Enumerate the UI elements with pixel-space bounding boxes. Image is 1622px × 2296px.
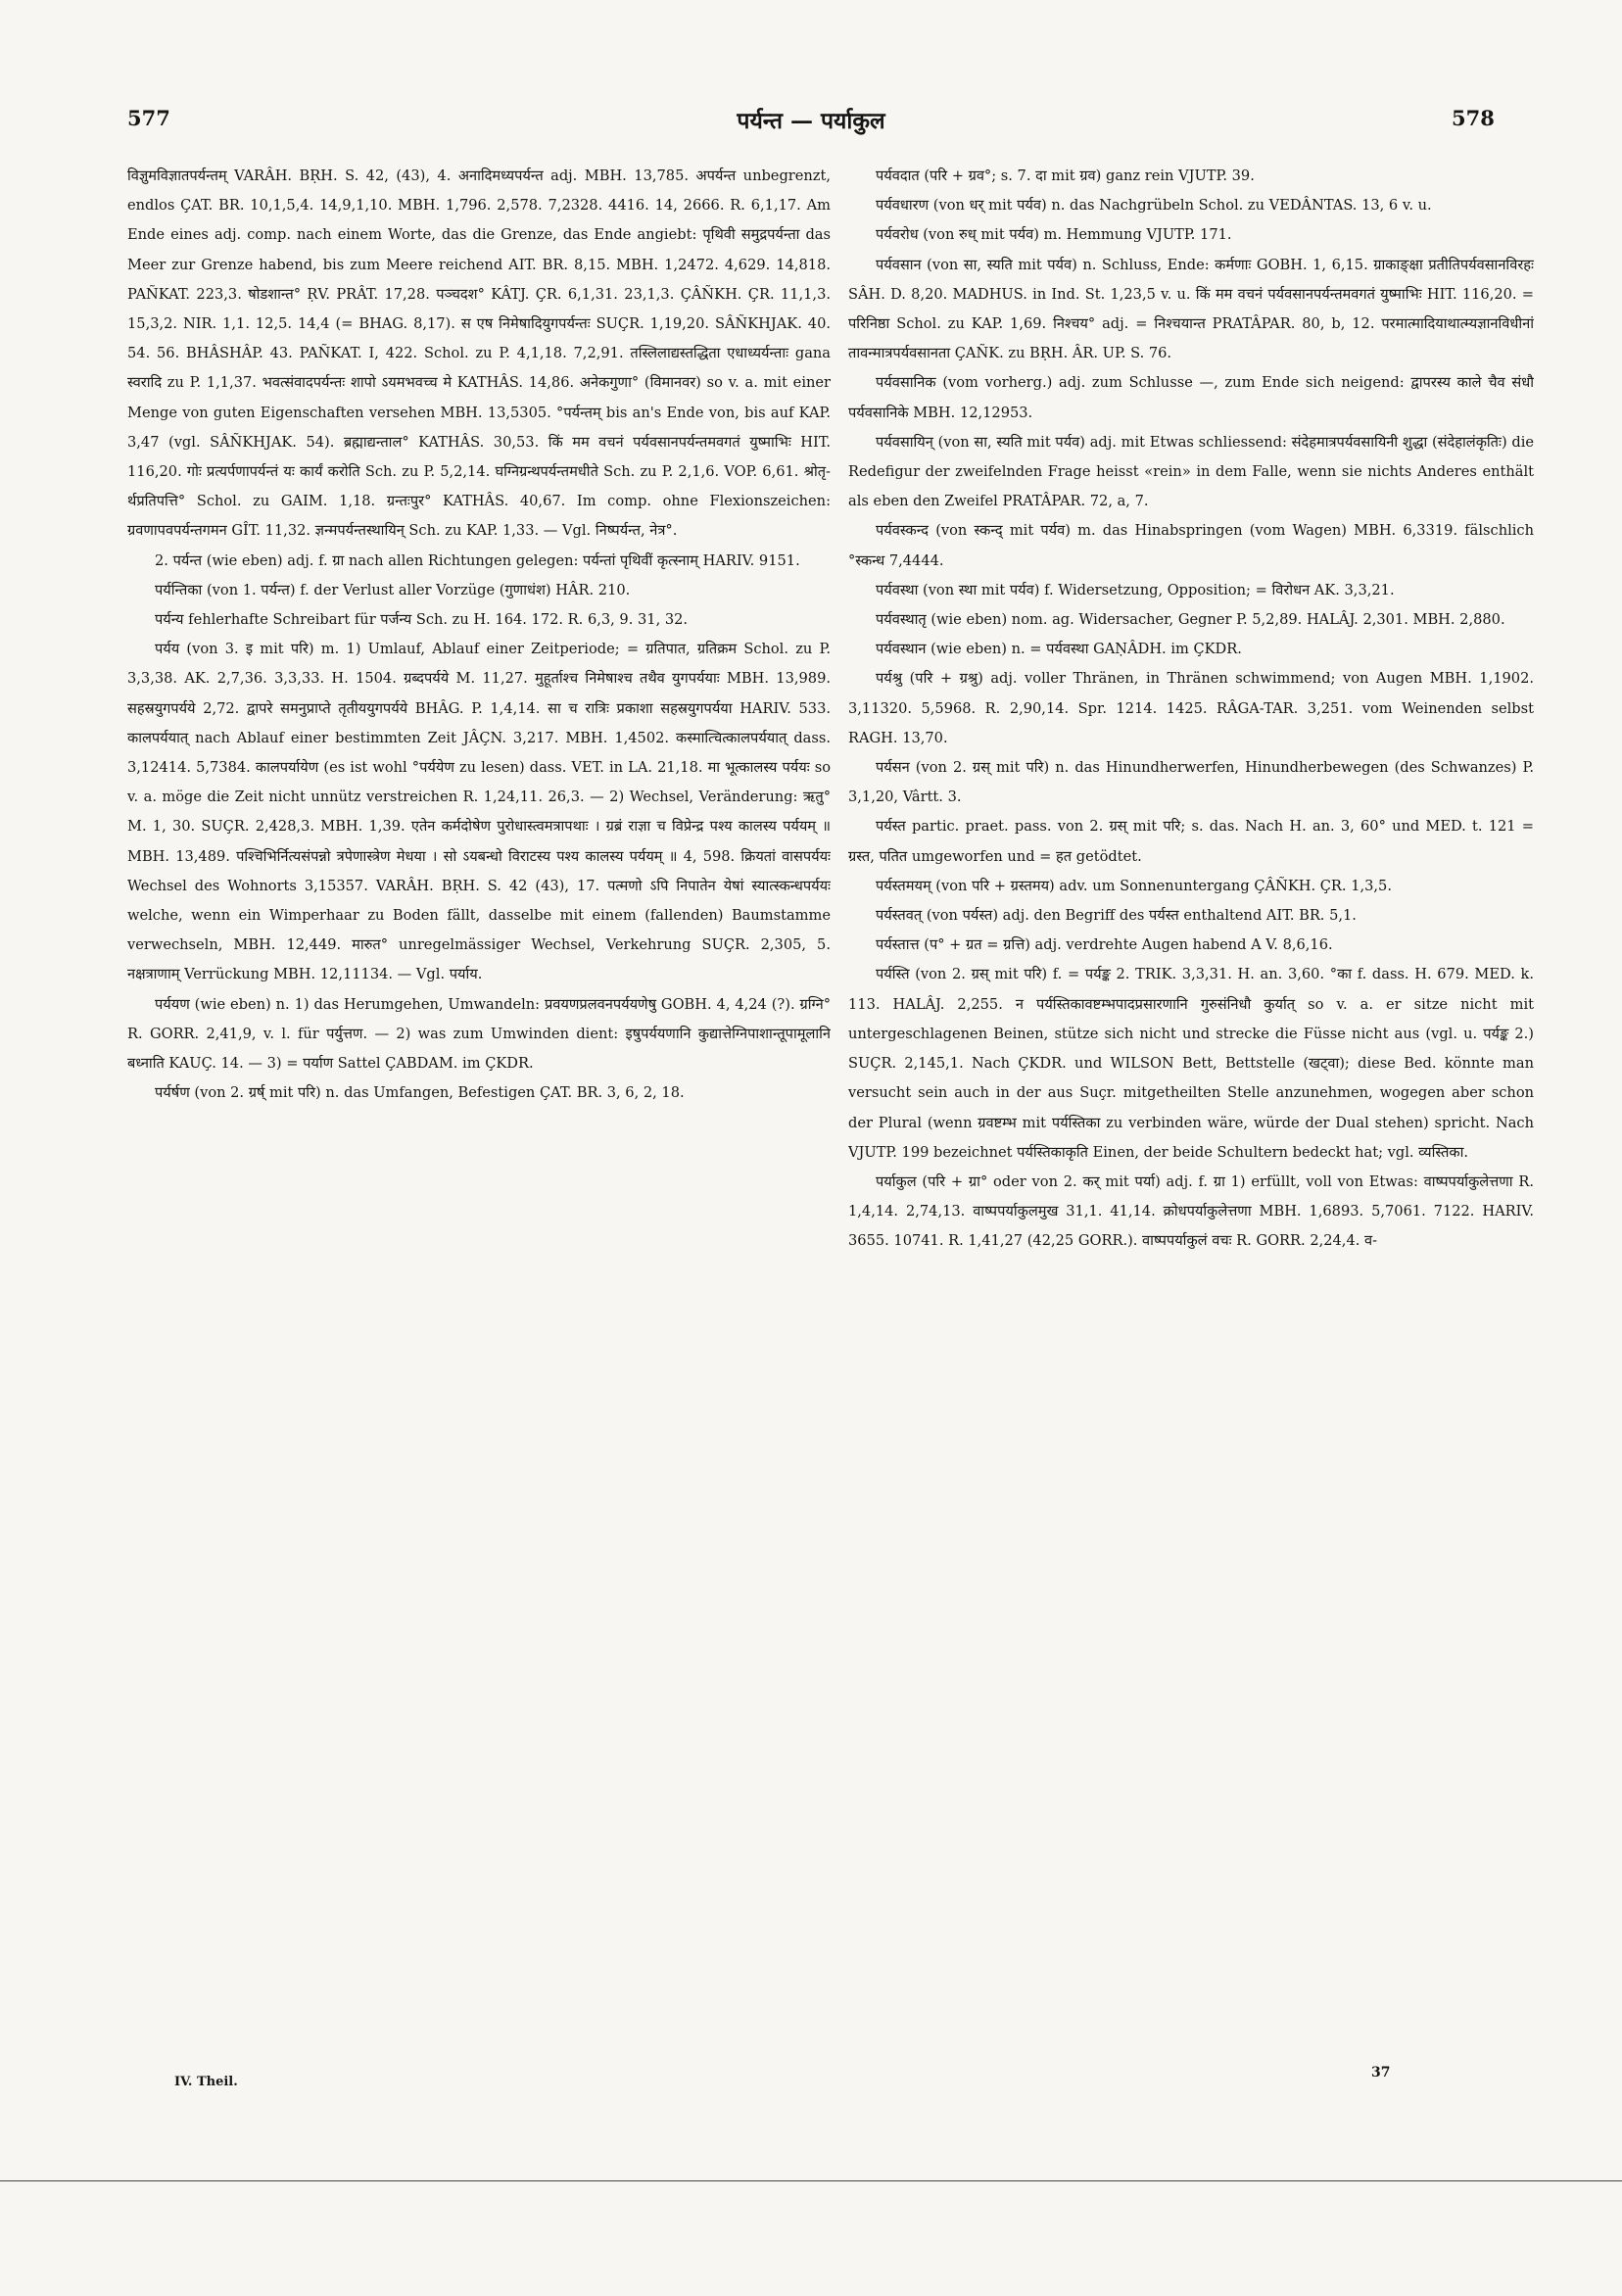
entry-paryanya: पर्यन्य fehlerhafte Schreibart für पर्जन्य Sch. zu H. 164. 172. R. 6,3, 9. 31, 32.	[155, 611, 689, 629]
entry-paryastamayam: पर्यस्तमयम् (von परि + ग्रस्तमय) adv. um Sonnenuntergang ÇÂÑKH. ÇR. 1,3,5.	[876, 877, 1392, 894]
entry-paryavarodha: पर्यवरोध (von रुध् mit पर्यव) m. Hemmung VJUTP. 171.	[876, 226, 1232, 244]
entry-paryavasanika: पर्यवसानिक (vom vorherg.) adj. zum Schlusse —, zum Ende sich neigend: द्वापरस्य काले चैव संधौ पर्यवसानिके MBH. 12,12953.	[848, 374, 1534, 421]
entry-paryastavat: पर्यस्तवत् (von पर्यस्त) adj. den Begriff des पर्यस्त enthaltend AIT. BR. 5,1.	[876, 907, 1357, 925]
entry-paryasana: पर्यसन (von 2. ग्रस् mit परि) n. das Hinundherwerfen, Hinundherbewegen (des Schwanzes) P. 3,1,20, Vârtt. 3.	[848, 759, 1534, 806]
bottom-rule	[0, 2180, 1622, 2181]
entry-paryakula: पर्याकुल (परि + ग्रा° oder von 2. कर् mit पर्या) adj. f. ग्रा 1) erfüllt, voll von Etwas: वाष्पपर्याकुलेत्तणा R. 1,4,14. 2,74,13. वाष्पपर्याकुलमुख 31,1. 41,14. क्रोधपर्याकुलेत्तणा MBH. 1,6893. 5,7061. 7122. HARIV. 3655. 10741. R. 1,41,27 (42,25 GORR.). वाष्पपर्याकुलं वचः R. GORR. 2,24,4. व-	[848, 1172, 1534, 1250]
entry-paryavastha: पर्यवस्था (von स्था mit पर्यव) f. Widersetzung, Opposition; = विरोधन AK. 3,3,21.	[876, 581, 1395, 598]
page-number-right: 578	[1452, 106, 1495, 130]
page-header	[0, 106, 1622, 145]
entry-paryavasthatr: पर्यवस्थातृ (wie eben) nom. ag. Widersacher, Gegner P. 5,2,89. HALÂJ. 2,301. MBH. 2,880.	[876, 611, 1505, 629]
entry-paryasti: पर्यस्ति (von 2. ग्रस् mit परि) f. = पर्यङ्क 2. TRIK. 3,3,31. H. an. 3,60. °का f. dass. H. 679. MED. k. 113. HALÂJ. 2,255. न पर्यस्तिकावष्टम्भपादप्रसारणानि गुरुसंनिधौ कुर्यात् so v. a. er sitze nicht mit untergeschlagenen Beinen, stütze sich nicht und strecke die Füsse nicht aus (vgl. u. पर्यङ्क 2.) SUÇR. 2,145,1. Nach ÇKDR. und WILSON Bett, Bettstelle (खट्वा); diese Bed. könnte man versucht sein auch in der aus Suçr. mitgetheilten Stelle anzunehmen, wogegen aber schon der Plural (wenn ग्रवष्टम्भ mit पर्यस्तिका zu verbinden wäre, würde der Dual stehen) spricht. Nach VJUTP. 199 bezeichnet पर्यस्तिकाकृति Einen, der beide Schultern bedeckt hat; vgl. व्यस्तिका.	[848, 966, 1534, 1161]
entry-paryavasthana: पर्यवस्थान (wie eben) n. = पर्यवस्था GAṆÂDH. im ÇKDR.	[876, 641, 1242, 658]
entry-paryanta-2: 2. पर्यन्त (wie eben) adj. f. ग्रा nach allen Richtungen gelegen: पर्यन्तां पृथिवीं कृत्स्नाम् HARIV. 9151.	[155, 551, 800, 569]
left-column	[127, 162, 831, 2023]
right-column	[848, 162, 1534, 2023]
entry-paryavasana: पर्यवसान (von सा, स्यति mit पर्यव) n. Schluss, Ende: कर्मणाः GOBH. 1, 6,15. ग्राकाङ्क्षा प्रतीतिपर्यवसानविरहः SÂH. D. 8,20. MADHUS. in Ind. St. 1,23,5 v. u. किं मम वचनं पर्यवसानपर्यन्तमवगतं युष्माभिः HIT. 116,20. = परिनिष्ठा Schol. zu KAP. 1,69. निश्चय° adj. = निश्चयान्त PRATÂPAR. 80, b, 12. परमात्मादियाथात्म्यज्ञानविधीनां तावन्मात्रपर्यवसानता ÇAÑK. zu BṚH. ÂR. UP. S. 76.	[848, 256, 1534, 362]
running-head: पर्यन्त — पर्याकुल	[737, 108, 885, 134]
entry-paryasta: पर्यस्त partic. praet. pass. von 2. ग्रस् mit परि; s. das. Nach H. an. 3, 60° und MED. t. 121 = ग्रस्त, पतित umgeworfen und = हत getödtet.	[848, 818, 1534, 865]
entry-paryaya: पर्यय (von 3. इ mit परि) m. 1) Umlauf, Ablauf einer Zeitperiode; = ग्रतिपात, ग्रतिक्रम Schol. zu P. 3,3,38. AK. 2,7,36. 3,3,33. H. 1504. ग्रब्दपर्यये M. 11,27. मुहूर्ताश्च निमेषाश्च तथैव युगपर्ययाः MBH. 13,989. सहस्रयुगपर्यये 2,72. द्वापरे समनुप्राप्ते तृतीययुगपर्यये BHÂG. P. 1,4,14. सा च रात्रिः प्रकाशा सहस्रयुगपर्यया HARIV. 533. कालपर्ययात् nach Ablauf einer bestimmten Zeit JÂÇN. 3,217. MBH. 1,4502. कस्मात्चित्कालपर्ययात् dass. 3,12414. 5,7384. कालपर्यायेण (es ist wohl °पर्ययेण zu lesen) dass. VET. in LA. 21,18. मा भूत्कालस्य पर्ययः so v. a. möge die Zeit nicht unnütz verstreichen R. 1,24,11. 26,3. — 2) Wechsel, Veränderung: ऋतु° M. 1, 30. SUÇR. 2,428,3. MBH. 1,39. एतेन कर्मदोषेण पुरोधास्त्वमत्रापथाः । ग्रब्रं राज्ञा च विप्रेन्द्र पश्य कालस्य पर्ययम् ॥ MBH. 13,489. पश्चिभिर्नित्यसंपन्नो त्रपेणास्त्रेण मेधया । सो ऽयबन्धो विराटस्य पश्य कालस्य पर्ययम् ॥ 4, 598. क्रियतां वासपर्ययः Wechsel des Wohnorts 3,15357. VARÂH. BṚH. S. 42 (43), 17. पत्मणो ऽपि निपातेन येषां स्यात्स्कन्धपर्ययः welche, wenn ein Wimperhaar zu Boden fällt, dasselbe mit einem (fallenden) Baumstamme verwechseln, MBH. 12,449. मारुत° unregelmässiger Wechsel, Verkehrung SUÇR. 2,305, 5. नक्षत्राणाम् Verrückung MBH. 12,11134. — Vgl. पर्याय.	[127, 641, 831, 983]
entry-paryavasayin: पर्यवसायिन् (von सा, स्यति mit पर्यव) adj. mit Etwas schliessend: संदेहमात्रपर्यवसायिनी शुद्धा (संदेहालंकृतिः) die Redefigur der zweifelnden Frage heisst «rein» in dem Falle, wenn sie nichts Anderes enthält als eben den Zweifel PRATÂPAR. 72, a, 7.	[848, 433, 1534, 510]
signature-mark: 37	[1371, 2065, 1391, 2081]
entry-paryantika: पर्यन्तिका (von 1. पर्यन्त) f. der Verlust aller Vorzüge (गुणाधंश) HÂR. 210.	[155, 581, 631, 598]
volume-footer: IV. Theil.	[174, 2075, 238, 2089]
entry-paryavadharana: पर्यवधारण (von धर् mit पर्यव) n. das Nachgrübeln Schol. zu VEDÂNTAS. 13, 6 v. u.	[876, 197, 1432, 215]
entry-paryavaskanda: पर्यवस्कन्द (von स्कन्द् mit पर्यव) m. das Hinabspringen (vom Wagen) MBH. 6,3319. fälschlich °स्कन्ध 7,4444.	[848, 522, 1534, 569]
entry-paryarshana: पर्यर्षण (von 2. ग्रर्ष् mit परि) n. das Umfangen, Befestigen ÇAT. BR. 3, 6, 2, 18.	[155, 1084, 685, 1102]
entry-paryavadata: पर्यवदात (परि + ग्रव°; s. 7. दा mit ग्रव) ganz rein VJUTP. 39.	[876, 167, 1255, 184]
entry-paryanta-1: विज्ञुमविज्ञातपर्यन्तम् VARÂH. BṚH. S. 42, (43), 4. अनादिमध्यपर्यन्त adj. MBH. 13,785. अपर्यन्त unbegrenzt, endlos ÇAT. BR. 10,1,5,4. 14,9,1,10. MBH. 1,796. 2,578. 7,2328. 4416. 14, 2666. R. 6,1,17. Am Ende eines adj. comp. nach einem Worte, das die Grenze, das Ende angiebt: पृथिवी समुद्रपर्यन्ता das Meer zur Grenze habend, bis zum Meere reichend AIT. BR. 8,15. MBH. 1,2472. 4,629. 14,818. PAÑKAT. 223,3. षोडशान्त° ṚV. PRÂT. 17,28. पञ्चदश° KÂTJ. ÇR. 6,1,31. 23,1,3. ÇÂÑKH. ÇR. 11,1,3. 15,3,2. NIR. 1,1. 12,5. 14,4 (= BHAG. 8,17). स एष निमेषादियुगपर्यन्तः SUÇR. 1,19,20. SÂÑKHJAK. 40. 54. 56. BHÂSHÂP. 43. PAÑKAT. I, 422. Schol. zu P. 4,1,18. 7,2,91. तस्लिलाद्यस्तद्धिता एधाध्यर्यन्ताः gana स्वरादि zu P. 1,1,37. भवत्संवादपर्यन्तः शापो ऽयमभवच्च मे KATHÂS. 14,86. अनेकगुणा° (विमानवर) so v. a. mit einer Menge von guten Eigenschaften versehen MBH. 13,5305. °पर्यन्तम् bis an's Ende von, bis auf KAP. 3,47 (vgl. SÂÑKHJAK. 54). ब्रह्माद्यन्ताल° KATHÂS. 30,53. किं मम वचनं पर्यवसानपर्यन्तमवगतं युष्माभिः HIT. 116,20. गोः प्रत्यर्पणापर्यन्तं यः कार्यं करोति Sch. zu P. 5,2,14. घग्निग्रन्थपर्यन्तमधीते Sch. zu P. 2,1,6. VOP. 6,61. श्रोतृ-र्थप्रतिपत्ति° Schol. zu GAIM. 1,18. ग्रन्तःपुर° KATHÂS. 40,67. Im comp. ohne Flexionszeichen: ग्रवणापवपर्यन्तगमन GÎT. 11,32. ज्ञन्मपर्यन्तस्थायिन् Sch. zu KAP. 1,33. — Vgl. निष्पर्यन्त, नेत्र°.	[127, 167, 831, 540]
page-number-left: 577	[127, 106, 170, 130]
entry-paryastaksha: पर्यस्तात्त (प° + ग्रत = ग्रत्ति) adj. verdrehte Augen habend A V. 8,6,16.	[876, 936, 1333, 954]
entry-paryashru: पर्यश्रु (परि + ग्रश्रु) adj. voller Thränen, in Thränen schwimmend; von Augen MBH. 1,1902. 3,11320. 5,5968. R. 2,90,14. Spr. 1214. 1425. RÂGA-TAR. 3,251. vom Weinenden selbst RAGH. 13,70.	[848, 670, 1534, 746]
entry-paryayana: पर्ययण (wie eben) n. 1) das Herumgehen, Umwandeln: प्रवयणप्रलवनपर्ययणेषु GOBH. 4, 4,24 (?). ग्रग्नि° R. GORR. 2,41,9, v. l. für पर्युत्तण. — 2) was zum Umwinden dient: इषुपर्ययणानि कुद्यात्तेग्निपाशान्तूपामूलानि बध्नाति KAUÇ. 14. — 3) = पर्याण Sattel ÇABDAM. im ÇKDR.	[127, 995, 831, 1073]
